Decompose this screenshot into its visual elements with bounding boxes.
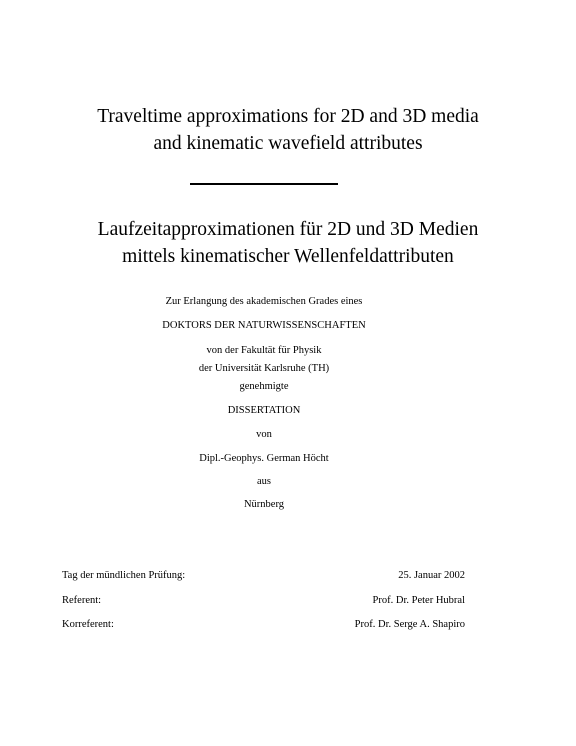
author-name: Dipl.-Geophys. German Höcht (199, 453, 329, 464)
german-title-line-2: mittels kinematischer Wellenfeldattributen (122, 246, 454, 267)
author-hometown: Nürnberg (243, 499, 285, 510)
english-title-line-2: and kinematic wavefield attributes (153, 133, 423, 154)
from-label: aus (257, 476, 271, 487)
approved-label: genehmigte (239, 381, 289, 392)
by-label: von (256, 429, 272, 440)
german-title-line-1: Laufzeitapproximationen für 2D und 3D Medien (97, 219, 479, 240)
exam-date-label: Tag der mündlichen Prüfung: (62, 570, 186, 581)
degree-name: DOKTORS DER NATURWISSENSCHAFTEN (162, 320, 366, 331)
university: der Universität Karlsruhe (TH) (198, 363, 330, 374)
separator-rule (190, 183, 338, 185)
document-type: DISSERTATION (227, 405, 301, 416)
english-title-line-1: Traveltime approximations for 2D and 3D media (97, 106, 479, 127)
referee-value: Prof. Dr. Peter Hubral (372, 595, 465, 606)
referee-label: Referent: (62, 595, 102, 606)
degree-purpose: Zur Erlangung des akademischen Grades eines (165, 296, 363, 307)
faculty: von der Fakultät für Physik (206, 345, 322, 356)
english-title (0, 103, 576, 157)
co-referee-value: Prof. Dr. Serge A. Shapiro (354, 619, 465, 630)
german-title (0, 216, 576, 270)
exam-date-value: 25. Januar 2002 (398, 570, 465, 581)
co-referee-label: Korreferent: (62, 619, 114, 630)
